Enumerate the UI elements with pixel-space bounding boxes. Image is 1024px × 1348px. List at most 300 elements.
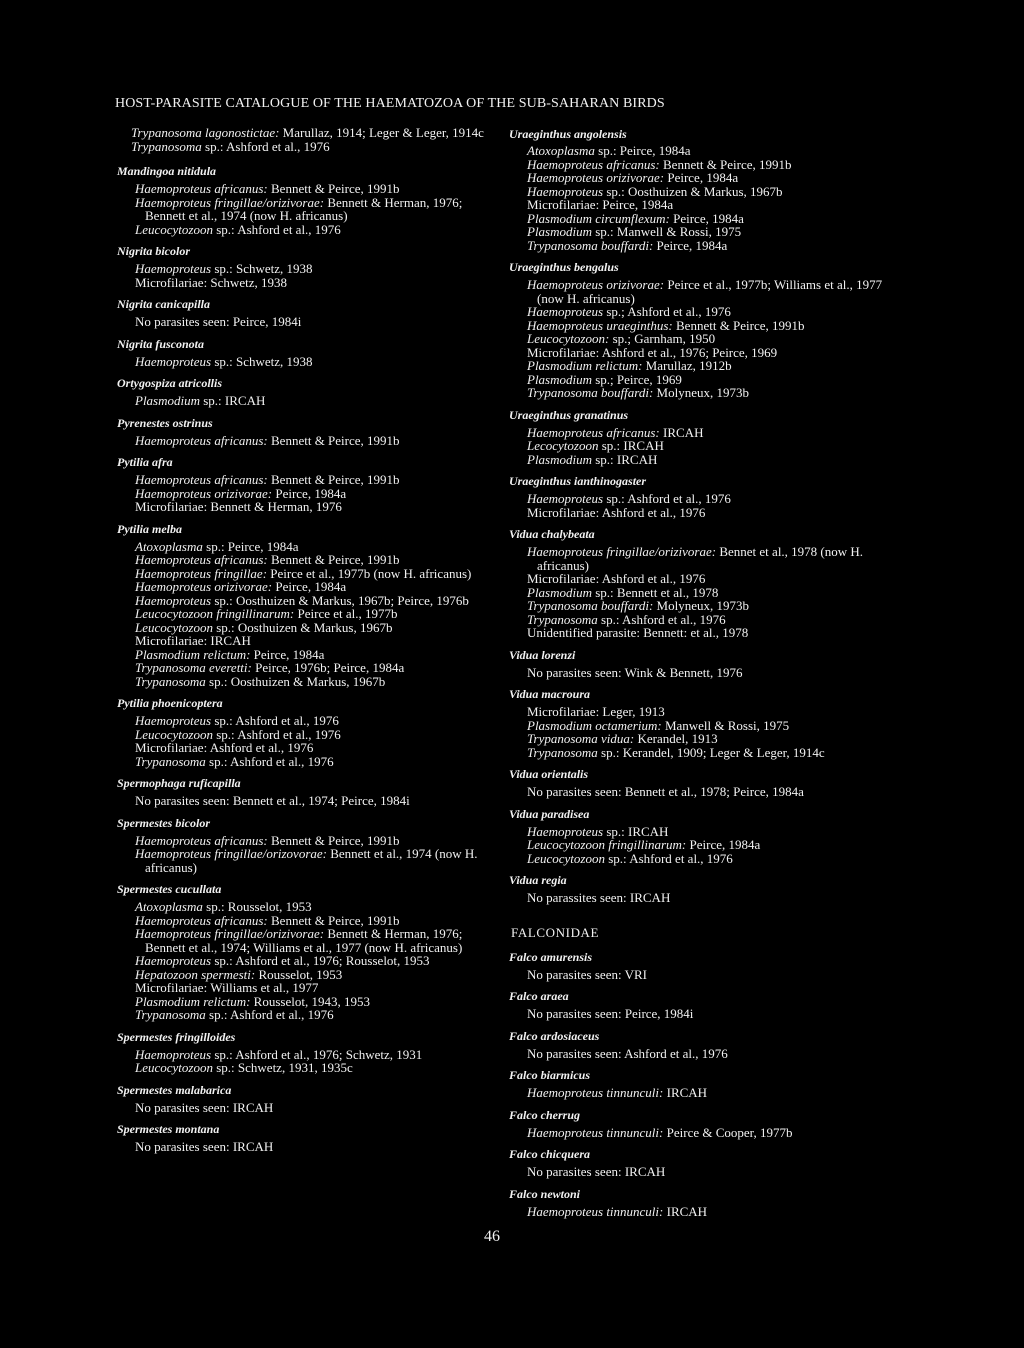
host-entry: [509, 872, 894, 905]
parasite-name: Haemoproteus: [135, 713, 212, 728]
host-species-name: Vidua chalybeata: [509, 527, 595, 541]
parasite-name: Haemoproteus fringillae/orizivorae:: [527, 544, 717, 559]
record-citation: sp.: Schwetz, 1938: [211, 353, 313, 369]
parasite-record: [117, 634, 502, 648]
host-species-name: Mandingoa nitidula: [117, 164, 217, 178]
parasite-record: [509, 332, 894, 346]
record-citation: Peirce, 1984a: [686, 837, 761, 852]
parasite-name: Leucocytozoon: [135, 619, 213, 635]
host-entry: [117, 163, 502, 236]
parasite-record: [509, 613, 894, 627]
record-citation: Microfilariae: Ashford et al., 1976: [527, 504, 706, 520]
parasite-record: [117, 434, 502, 448]
parasite-record: [509, 239, 894, 253]
parasite-record: [509, 1126, 894, 1140]
parasite-record: [117, 1101, 502, 1115]
host-species-name: Pyrenestes ostrinus: [117, 415, 213, 430]
parasite-record: [509, 373, 894, 387]
host-entry: [509, 686, 894, 759]
host-species-name: Nigrita bicolor: [117, 244, 191, 258]
host-entry: [117, 881, 502, 1022]
parasite-record: [117, 355, 502, 369]
parasite-record: [509, 666, 894, 680]
record-citation: Peirce, 1984a: [250, 646, 325, 662]
host-entry: [117, 336, 502, 369]
parasite-record: [117, 567, 502, 581]
parasite-record: [117, 607, 502, 621]
parasite-name: Plasmodium: [527, 451, 592, 467]
host-species-name: Pytilia melba: [117, 521, 182, 536]
parasite-name: Haemoproteus: [527, 823, 604, 839]
record-citation: Molyneux, 1973b: [653, 598, 749, 613]
parasite-record: [509, 1205, 894, 1219]
parasite-record: [509, 426, 894, 440]
parasite-record: [117, 968, 502, 982]
parasite-name: Trypanosoma: [131, 138, 202, 154]
record-citation: Unidentified parasite: Bennett: et al., 1978: [527, 625, 749, 640]
record-citation: sp.: Oosthuizen & Markus, 1967b; Peirce, 1976b: [211, 592, 469, 608]
parasite-record: [509, 626, 894, 640]
parasite-record: [509, 439, 894, 453]
parasite-name: Trypanosoma everetti:: [135, 660, 252, 675]
record-citation: Marullaz, 1914; Leger & Leger, 1914c: [279, 125, 484, 140]
parasite-record: [117, 1061, 502, 1075]
host-species-name: Spermestes montana: [117, 1122, 220, 1136]
host-entry: [509, 259, 894, 400]
host-species-name: Falco ardosiaceus: [509, 1028, 600, 1043]
parasite-record: [117, 981, 502, 995]
host-species-name: Vidua macroura: [509, 687, 591, 701]
parasite-record: [509, 185, 894, 199]
record-citation: sp.: Oosthuizen & Markus, 1967b: [603, 183, 783, 199]
parasite-record: [509, 1007, 894, 1021]
record-citation: Bennett & Herman, 1976; Bennett et al., 1974 (now H. africanus): [145, 194, 463, 223]
record-citation: sp.: Schwetz, 1938: [211, 261, 313, 276]
host-species-name: Falco araea: [509, 989, 569, 1003]
host-entry: [509, 126, 894, 252]
host-species-name: Vidua orientalis: [509, 767, 589, 781]
record-citation: Bennett et al., 1974 (now H. africanus): [145, 846, 478, 875]
parasite-record: [509, 732, 894, 746]
parasite-name: Trypanosoma: [527, 744, 598, 760]
host-species-name: Uraeginthus bengalus: [509, 260, 619, 274]
parasite-record: [117, 954, 502, 968]
parasite-record: [117, 394, 502, 408]
parasite-record: [509, 225, 894, 239]
record-citation: IRCAH: [663, 1085, 708, 1100]
record-citation: Bennett & Peirce, 1991b: [267, 472, 400, 487]
parasite-record: [509, 198, 894, 212]
parasite-name: Haemoproteus: [135, 261, 212, 276]
parasite-name: Haemoproteus: [527, 491, 604, 506]
record-citation: sp.: Ashford et al., 1976: [604, 850, 733, 866]
host-entry: [117, 454, 502, 514]
parasite-name: Plasmodium: [527, 224, 592, 239]
record-citation: Peirce, 1984a: [653, 237, 728, 253]
host-entry: [117, 695, 502, 768]
record-citation: sp.: Kerandel, 1909; Leger & Leger, 1914c: [597, 744, 825, 760]
record-citation: Bennett & Peirce, 1991b: [267, 432, 400, 448]
parasite-record: [509, 599, 894, 613]
host-species-name: Uraeginthus ianthinogaster: [509, 474, 647, 488]
parasite-record: [117, 487, 502, 501]
host-entry: [117, 521, 502, 689]
parasite-name: Trypanosoma bouffardi:: [527, 237, 654, 253]
parasite-record: [117, 126, 502, 140]
parasite-name: Plasmodium: [527, 584, 592, 600]
parasite-record: [509, 891, 894, 905]
host-species-name: Spermophaga ruficapilla: [117, 776, 241, 790]
parasite-record: [117, 1008, 502, 1022]
parasite-name: Haemoproteus fringillae:: [135, 565, 268, 581]
parasite-name: Plasmodium: [527, 371, 592, 387]
parasite-record: [509, 968, 894, 982]
parasite-record: [509, 838, 894, 852]
parasite-name: Haemoproteus orizivorae:: [527, 170, 665, 185]
host-species-name: Uraeginthus granatinus: [509, 407, 629, 422]
host-entry: [509, 949, 894, 982]
record-citation: sp.: Ashford et al., 1976: [212, 726, 341, 742]
record-citation: No parasites seen: Ashford et al., 1976: [527, 1045, 728, 1061]
parasite-record: [117, 834, 502, 848]
host-entry: [117, 243, 502, 289]
parasite-record: [117, 900, 502, 914]
parasite-name: Haemoproteus fringillae/orizivorae:: [135, 926, 325, 941]
record-citation: sp.: Ashford et al., 1976; Rousselot, 1953: [211, 953, 430, 968]
record-citation: Peirce, 1976b; Peirce, 1984a: [251, 660, 405, 675]
host-entry: [117, 375, 502, 408]
parasite-record: [509, 545, 894, 572]
host-species-name: Ortygospiza atricollis: [117, 376, 223, 390]
parasite-name: Leucocytozoon fringillinarum:: [135, 606, 295, 621]
host-species-name: Spermestes cucullata: [117, 882, 222, 896]
record-citation: No parasites seen: IRCAH: [135, 1099, 274, 1115]
record-citation: Peirce & Cooper, 1977b: [663, 1124, 793, 1140]
left-column: [117, 126, 502, 1161]
parasite-record: [117, 1048, 502, 1062]
parasite-record: [509, 1086, 894, 1100]
host-entry: [509, 988, 894, 1021]
parasite-name: Trypanosoma: [135, 673, 206, 689]
parasite-record: [117, 594, 502, 608]
host-entry: [117, 1082, 502, 1115]
record-citation: sp.: Manwell & Rossi, 1975: [592, 224, 742, 239]
parasite-name: Haemoproteus fringillae/orizovorae:: [135, 846, 327, 861]
parasite-record: [509, 746, 894, 760]
host-species-name: Spermestes fringilloides: [117, 1029, 236, 1044]
host-entry: [509, 1146, 894, 1179]
record-citation: sp.: Peirce, 1984a: [594, 143, 691, 158]
parasite-name: Trypanosoma: [527, 611, 598, 627]
parasite-name: Leucocytozoon: [135, 726, 213, 742]
record-citation: Bennett & Peirce, 1991b: [672, 317, 805, 333]
record-citation: Bennett & Peirce, 1991b: [267, 832, 400, 848]
host-entry: [117, 775, 502, 808]
record-citation: sp.: Schwetz, 1931, 1935c: [212, 1060, 353, 1075]
host-entry: [509, 1186, 894, 1219]
parasite-record: [117, 140, 502, 154]
parasite-name: Haemoproteus africanus:: [135, 912, 268, 928]
host-entry: [509, 766, 894, 799]
record-citation: sp.: Peirce, 1984a: [202, 538, 299, 554]
record-citation: sp.; Peirce, 1969: [592, 371, 682, 387]
host-species-name: Spermestes bicolor: [117, 815, 210, 830]
parasite-name: Plasmodium relictum:: [135, 993, 251, 1009]
parasite-record: [509, 144, 894, 158]
parasite-record: [117, 621, 502, 635]
record-citation: sp.: IRCAH: [598, 438, 664, 453]
parasite-record: [509, 1165, 894, 1179]
record-citation: Rousselot, 1943, 1953: [250, 993, 370, 1009]
parasite-name: Haemoproteus: [135, 1046, 212, 1062]
host-entry: [117, 126, 502, 153]
record-citation: Kerandel, 1913: [634, 731, 718, 746]
parasite-record: [509, 719, 894, 733]
host-species-name: Spermestes malabarica: [117, 1082, 232, 1097]
record-citation: Bennett & Peirce, 1991b: [267, 181, 400, 196]
record-citation: Peirce et al., 1977b: [294, 606, 398, 621]
record-citation: sp.: Oosthuizen & Markus, 1967b: [205, 673, 386, 689]
parasite-record: [117, 661, 502, 675]
host-entry: [509, 526, 894, 640]
parasite-name: Haemoproteus africanus:: [527, 156, 660, 172]
family-heading: FALCONIDAE: [511, 924, 600, 940]
parasite-record: [117, 794, 502, 808]
parasite-name: Trypanosoma bouffardi:: [527, 598, 654, 613]
parasite-record: [509, 278, 894, 305]
parasite-record: [509, 1047, 894, 1061]
parasite-record: [117, 196, 502, 223]
parasite-name: Lecocytozoon: [527, 438, 599, 453]
record-citation: sp.: Ashford et al., 1976: [205, 1007, 334, 1022]
record-citation: sp.: Ashford et al., 1976: [603, 491, 731, 506]
record-citation: No parasites seen: Bennett et al., 1978; Peirce, 1984a: [527, 784, 804, 799]
parasite-record: [117, 755, 502, 769]
host-entry: [509, 1028, 894, 1061]
parasite-name: Haemoproteus tinnunculi:: [527, 1203, 664, 1219]
parasite-record: [509, 705, 894, 719]
record-citation: Microfilariae: Ashford et al., 1976: [135, 740, 314, 755]
parasite-record: [509, 158, 894, 172]
parasite-name: Haemoproteus: [135, 353, 212, 369]
record-citation: sp.: Ashford et al., 1976: [211, 713, 339, 728]
host-species-name: Falco newtoni: [509, 1186, 581, 1201]
parasite-name: Haemoproteus: [527, 304, 604, 319]
host-species-name: Falco amurensis: [509, 949, 593, 964]
host-entry: [509, 647, 894, 680]
record-citation: Microfilariae: IRCAH: [135, 633, 251, 648]
record-citation: IRCAH: [659, 424, 704, 440]
parasite-record: [509, 305, 894, 319]
parasite-record: [509, 785, 894, 799]
parasite-record: [117, 262, 502, 276]
record-citation: No parassites seen: IRCAH: [527, 890, 671, 905]
record-citation: No parasites seen: Peirce, 1984i: [527, 1006, 694, 1021]
record-citation: Bennett & Peirce, 1991b: [267, 552, 400, 567]
parasite-name: Leucocytozoon: [527, 850, 605, 866]
parasite-name: Trypanosoma: [135, 753, 206, 769]
record-citation: Bennet et al., 1978 (now H. africanus): [537, 544, 864, 573]
host-entry: [117, 296, 502, 329]
record-citation: sp.; Ashford et al., 1976: [603, 304, 731, 319]
right-column: [509, 126, 894, 1225]
record-citation: Peirce, 1984a: [669, 210, 744, 226]
parasite-record: [117, 276, 502, 290]
host-species-name: Nigrita fusconota: [117, 336, 205, 351]
parasite-name: Leucocytozoon fringillinarum:: [527, 837, 687, 852]
host-entry: [117, 815, 502, 875]
parasite-record: [117, 714, 502, 728]
host-species-name: Falco biarmicus: [509, 1068, 591, 1082]
parasite-record: [509, 212, 894, 226]
parasite-name: Haemoproteus fringillae/orizivorae:: [135, 194, 325, 210]
host-species-name: Vidua paradisea: [509, 806, 590, 821]
parasite-record: [509, 506, 894, 520]
parasite-name: Hepatozoon spermesti:: [135, 966, 256, 982]
parasite-record: [509, 453, 894, 467]
host-entry: [509, 806, 894, 866]
record-citation: Microfilariae: Leger, 1913: [527, 704, 665, 719]
host-entry: [509, 1067, 894, 1100]
parasite-name: Trypanosoma lagonostictae:: [131, 125, 280, 140]
parasite-record: [509, 852, 894, 866]
parasite-record: [117, 223, 502, 237]
parasite-record: [117, 675, 502, 689]
record-citation: sp.: IRCAH: [592, 451, 658, 467]
record-citation: Manwell & Rossi, 1975: [661, 717, 790, 733]
parasite-name: Plasmodium circumflexum:: [527, 210, 670, 226]
parasite-record: [509, 171, 894, 185]
parasite-record: [509, 825, 894, 839]
parasite-name: Atoxoplasma: [527, 143, 595, 158]
record-citation: No parasites seen: IRCAH: [527, 1164, 666, 1179]
parasite-record: [509, 492, 894, 506]
parasite-record: [117, 741, 502, 755]
parasite-name: Haemoproteus: [527, 183, 604, 199]
record-citation: sp.: Ashford et al., 1976; Schwetz, 1931: [211, 1046, 423, 1062]
parasite-record: [117, 540, 502, 554]
parasite-name: Haemoproteus orizivorae:: [135, 579, 273, 594]
parasite-name: Plasmodium relictum:: [135, 646, 251, 662]
host-entry: [509, 1107, 894, 1140]
parasite-record: [117, 315, 502, 329]
record-citation: sp.: IRCAH: [200, 393, 266, 408]
record-citation: No parasites seen: Peirce, 1984i: [135, 314, 302, 329]
parasite-name: Haemoproteus africanus:: [135, 832, 268, 848]
record-citation: No parasites seen: Wink & Bennett, 1976: [527, 664, 743, 680]
host-species-name: Nigrita canicapilla: [117, 297, 210, 311]
record-citation: sp.: Oosthuizen & Markus, 1967b: [212, 619, 393, 635]
record-citation: No parasites seen: IRCAH: [135, 1139, 274, 1154]
parasite-record: [117, 847, 502, 874]
host-entry: [117, 415, 502, 448]
record-citation: sp.: Rousselot, 1953: [202, 899, 312, 914]
record-citation: sp.: Ashford et al., 1976: [597, 611, 726, 627]
parasite-name: Haemoproteus orizivorae:: [135, 485, 273, 501]
parasite-record: [509, 346, 894, 360]
parasite-record: [509, 359, 894, 373]
record-citation: Peirce, 1984a: [664, 170, 739, 185]
record-citation: Microfilariae: Ashford et al., 1976; Peirce, 1969: [527, 344, 778, 360]
parasite-name: Haemoproteus tinnunculi:: [527, 1085, 664, 1100]
parasite-record: [509, 319, 894, 333]
record-citation: Microfilariae: Williams et al., 1977: [135, 980, 319, 995]
record-citation: Microfilariae: Bennett & Herman, 1976: [135, 499, 342, 514]
record-citation: Microfilariae: Peirce, 1984a: [527, 197, 674, 212]
record-citation: Peirce et al., 1977b; Williams et al., 1977 (now H. africanus): [537, 277, 883, 306]
host-species-name: Falco chicquera: [509, 1147, 590, 1161]
parasite-record: [509, 572, 894, 586]
host-entry: [117, 1029, 502, 1075]
parasite-name: Haemoproteus orizivorae:: [527, 277, 665, 292]
parasite-record: [117, 182, 502, 196]
parasite-record: [117, 500, 502, 514]
parasite-name: Leucocytozoon: [135, 221, 213, 237]
parasite-name: Haemoproteus africanus:: [135, 552, 268, 567]
record-citation: Peirce, 1984a: [272, 485, 347, 501]
record-citation: Peirce et al., 1977b (now H. africanus): [267, 565, 472, 581]
parasite-name: Trypanosoma vidua:: [527, 731, 635, 746]
host-species-name: Vidua lorenzi: [509, 647, 576, 662]
record-citation: Bennett & Peirce, 1991b: [267, 912, 400, 928]
parasite-name: Trypanosoma bouffardi:: [527, 385, 654, 400]
parasite-name: Haemoproteus africanus:: [135, 472, 268, 487]
parasite-name: Haemoproteus africanus:: [135, 181, 268, 196]
parasite-record: [509, 386, 894, 400]
parasite-record: [117, 553, 502, 567]
parasite-name: Leucocytozoon:: [527, 331, 610, 346]
parasite-record: [509, 586, 894, 600]
record-citation: Rousselot, 1953: [255, 966, 343, 982]
parasite-record: [117, 995, 502, 1009]
parasite-name: Haemoproteus tinnunculi:: [527, 1124, 664, 1140]
parasite-name: Plasmodium octamerium:: [527, 717, 662, 733]
parasite-name: Plasmodium relictum:: [527, 358, 643, 373]
parasite-name: Haemoproteus africanus:: [135, 432, 268, 448]
record-citation: No parasites seen: VRI: [527, 966, 647, 982]
record-citation: Bennett & Herman, 1976; Bennett et al., 1974; Williams et al., 1977 (now H. africanus): [145, 926, 463, 955]
parasite-name: Haemoproteus uraeginthus:: [527, 317, 673, 333]
host-species-name: Uraeginthus angolensis: [509, 127, 627, 141]
host-entry: [509, 407, 894, 467]
record-citation: sp.: Bennett et al., 1978: [592, 584, 719, 600]
record-citation: sp.: Ashford et al., 1976: [201, 138, 330, 154]
record-citation: No parasites seen: Bennett et al., 1974; Peirce, 1984i: [135, 793, 410, 808]
parasite-record: [117, 580, 502, 594]
parasite-name: Haemoproteus: [135, 953, 212, 968]
parasite-name: Trypanosoma: [135, 1007, 206, 1022]
record-citation: Molyneux, 1973b: [653, 385, 749, 400]
parasite-name: Atoxoplasma: [135, 538, 203, 554]
parasite-record: [117, 927, 502, 954]
parasite-name: Atoxoplasma: [135, 899, 203, 914]
record-citation: sp.: Ashford et al., 1976: [212, 221, 341, 237]
parasite-name: Haemoproteus: [135, 592, 212, 608]
parasite-record: [117, 1140, 502, 1154]
page-header: HOST-PARASITE CATALOGUE OF THE HAEMATOZOA OF THE SUB-SAHARAN BIRDS: [115, 96, 665, 111]
page-number: 46: [484, 1228, 500, 1245]
host-species-name: Pytilia phoenicoptera: [117, 696, 223, 710]
parasite-name: Haemoproteus africanus:: [527, 424, 660, 440]
record-citation: sp.: Ashford et al., 1976: [205, 753, 334, 769]
record-citation: sp.; Garnham, 1950: [609, 331, 716, 346]
parasite-name: Plasmodium: [135, 393, 200, 408]
host-entry: [509, 473, 894, 519]
parasite-name: Leucocytozoon: [135, 1060, 213, 1075]
record-citation: Peirce, 1984a: [272, 579, 347, 594]
host-entry: [117, 1121, 502, 1154]
parasite-record: [117, 914, 502, 928]
